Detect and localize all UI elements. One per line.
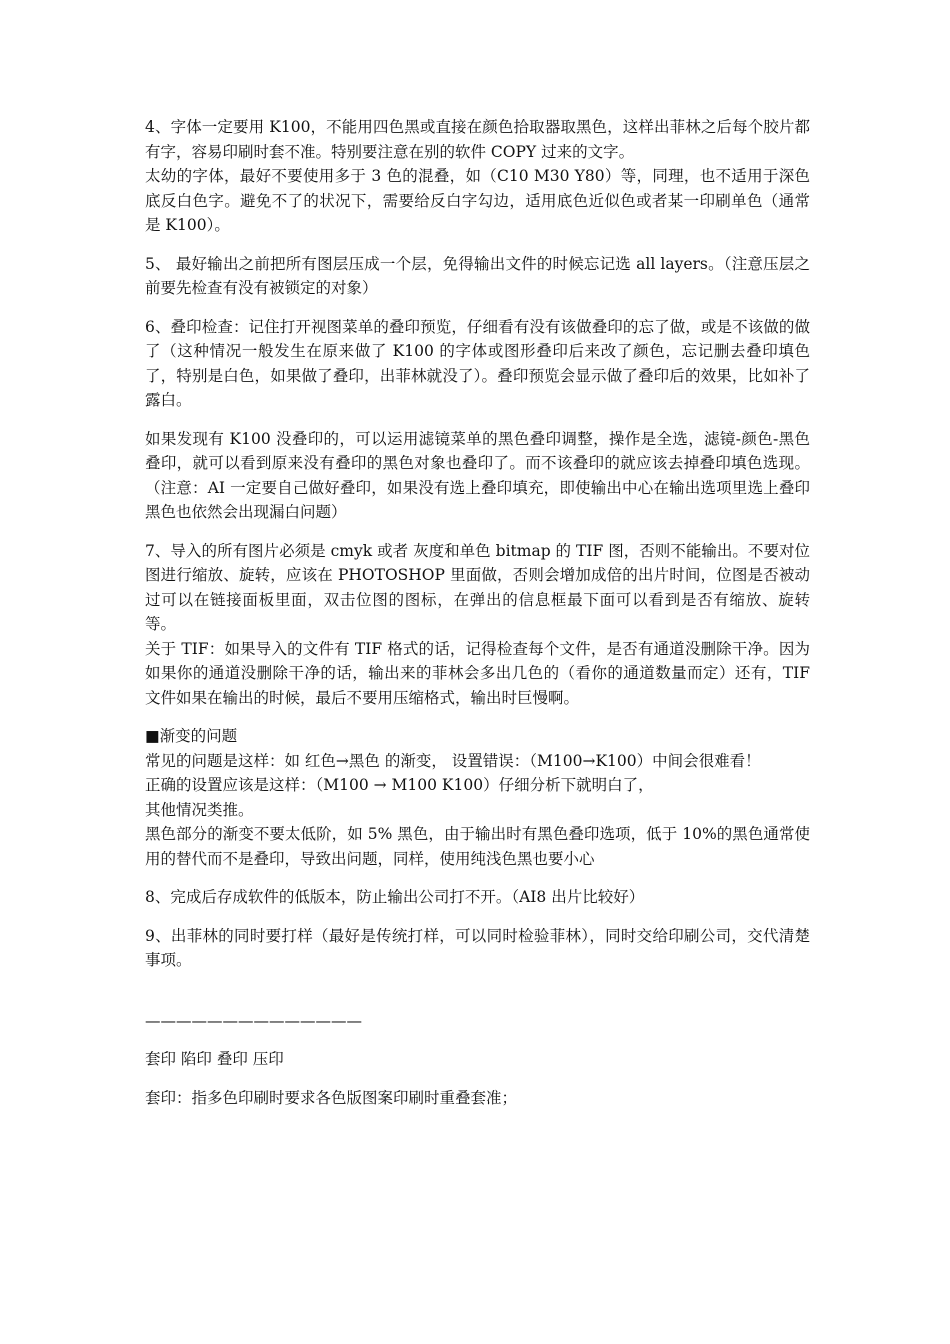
section-6-paragraph-2: 如果发现有 K100 没叠印的，可以运用滤镜菜单的黑色叠印调整，操作是全选，滤镜-颜色-黑色叠印，就可以看到原来没有叠印的黑色对象也叠印了。而不该叠印的就应该去掉叠印填色选现。（注意：AI 一定要自己做好叠印，如果没有选上叠印填充，即使输出中心在输出选项里选上叠印黑色也依然会出现漏白问题） bbox=[145, 429, 810, 521]
divider-line: —————————————— bbox=[145, 1011, 362, 1030]
terms-heading: 套印 陷印 叠印 压印 bbox=[145, 1050, 284, 1068]
overprint-definition: 套印：指多色印刷时要求各色版图案印刷时重叠套准； bbox=[145, 1088, 518, 1107]
gradient-line-2: 正确的设置应该是这样：（M100 → M100 K100）仔细分析下就明白了， bbox=[145, 776, 654, 794]
section-6-paragraph-1: 6、叠印检查：记住打开视图菜单的叠印预览，仔细看有没有该做叠印的忘了做，或是不该做的做了（这种情况一般发生在原来做了 K100 的字体或图形叠印后来改了颜色，忘记删去叠印填色了，特别是白色，如果做了叠印，出菲林就没了）。叠印预览会显示做了叠印后的效果，比如补了露白。 bbox=[145, 317, 810, 409]
section-4-line-2: 太幼的字体，最好不要使用多于 3 色的混叠，如（C10 M30 Y80）等，同理，也不适用于深色底反白色字。避免不了的状况下，需要给反白字勾边，适用底色近似色或者某一印刷单色（通常是 K100）。 bbox=[145, 167, 810, 234]
gradient-heading: ■渐变的问题 bbox=[145, 727, 238, 745]
section-4-line-1: 4、字体一定要用 K100，不能用四色黑或直接在颜色拾取器取黑色，这样出菲林之后每个胶片都有字，容易印刷时套不准。特别要注意在别的软件 COPY 过来的文字。 bbox=[145, 118, 810, 161]
gradient-line-4: 黑色部分的渐变不要太低阶，如 5% 黑色，由于输出时有黑色叠印选项，低于 10%的黑色通常使用的替代而不是叠印，导致出问题，同样，使用纯浅色黑也要小心 bbox=[145, 825, 810, 868]
section-8: 8、完成后存成软件的低版本，防止输出公司打不开。（AI8 出片比较好） bbox=[145, 888, 645, 906]
section-7-paragraph-2: 关于 TIF：如果导入的文件有 TIF 格式的话，记得检查每个文件，是否有通道没删除干净。因为如果你的通道没删除干净的话，输出来的菲林会多出几色的（看你的通道数量而定）还有，TIF 文件如果在输出的时候，最后不要用压缩格式，输出时巨慢啊。 bbox=[145, 639, 810, 707]
section-5: 5、 最好输出之前把所有图层压成一个层，免得输出文件的时候忘记选 all layers。（注意压层之前要先检查有没有被锁定的对象） bbox=[145, 254, 810, 297]
gradient-line-1: 常见的问题是这样：如 红色→黑色 的渐变， 设置错误：（M100→K100）中间会很难看！ bbox=[145, 751, 761, 770]
gradient-line-3: 其他情况类推。 bbox=[145, 800, 254, 819]
section-7-paragraph-1: 7、导入的所有图片必须是 cmyk 或者 灰度和单色 bitmap 的 TIF 图，否则不能输出。不要对位图进行缩放、旋转，应该在 PHOTOSHOP 里面做，否则会增加成倍的出片时间，位图是否被动过可以在链接面板里面，双击位图的图标，在弹出的信息框最下面可以看到是否有缩放、旋转等。 bbox=[145, 541, 810, 633]
document-body bbox=[145, 115, 810, 1110]
section-9: 9、出菲林的同时要打样（最好是传统打样，可以同时检验菲林），同时交给印刷公司，交代清楚事项。 bbox=[145, 926, 810, 969]
